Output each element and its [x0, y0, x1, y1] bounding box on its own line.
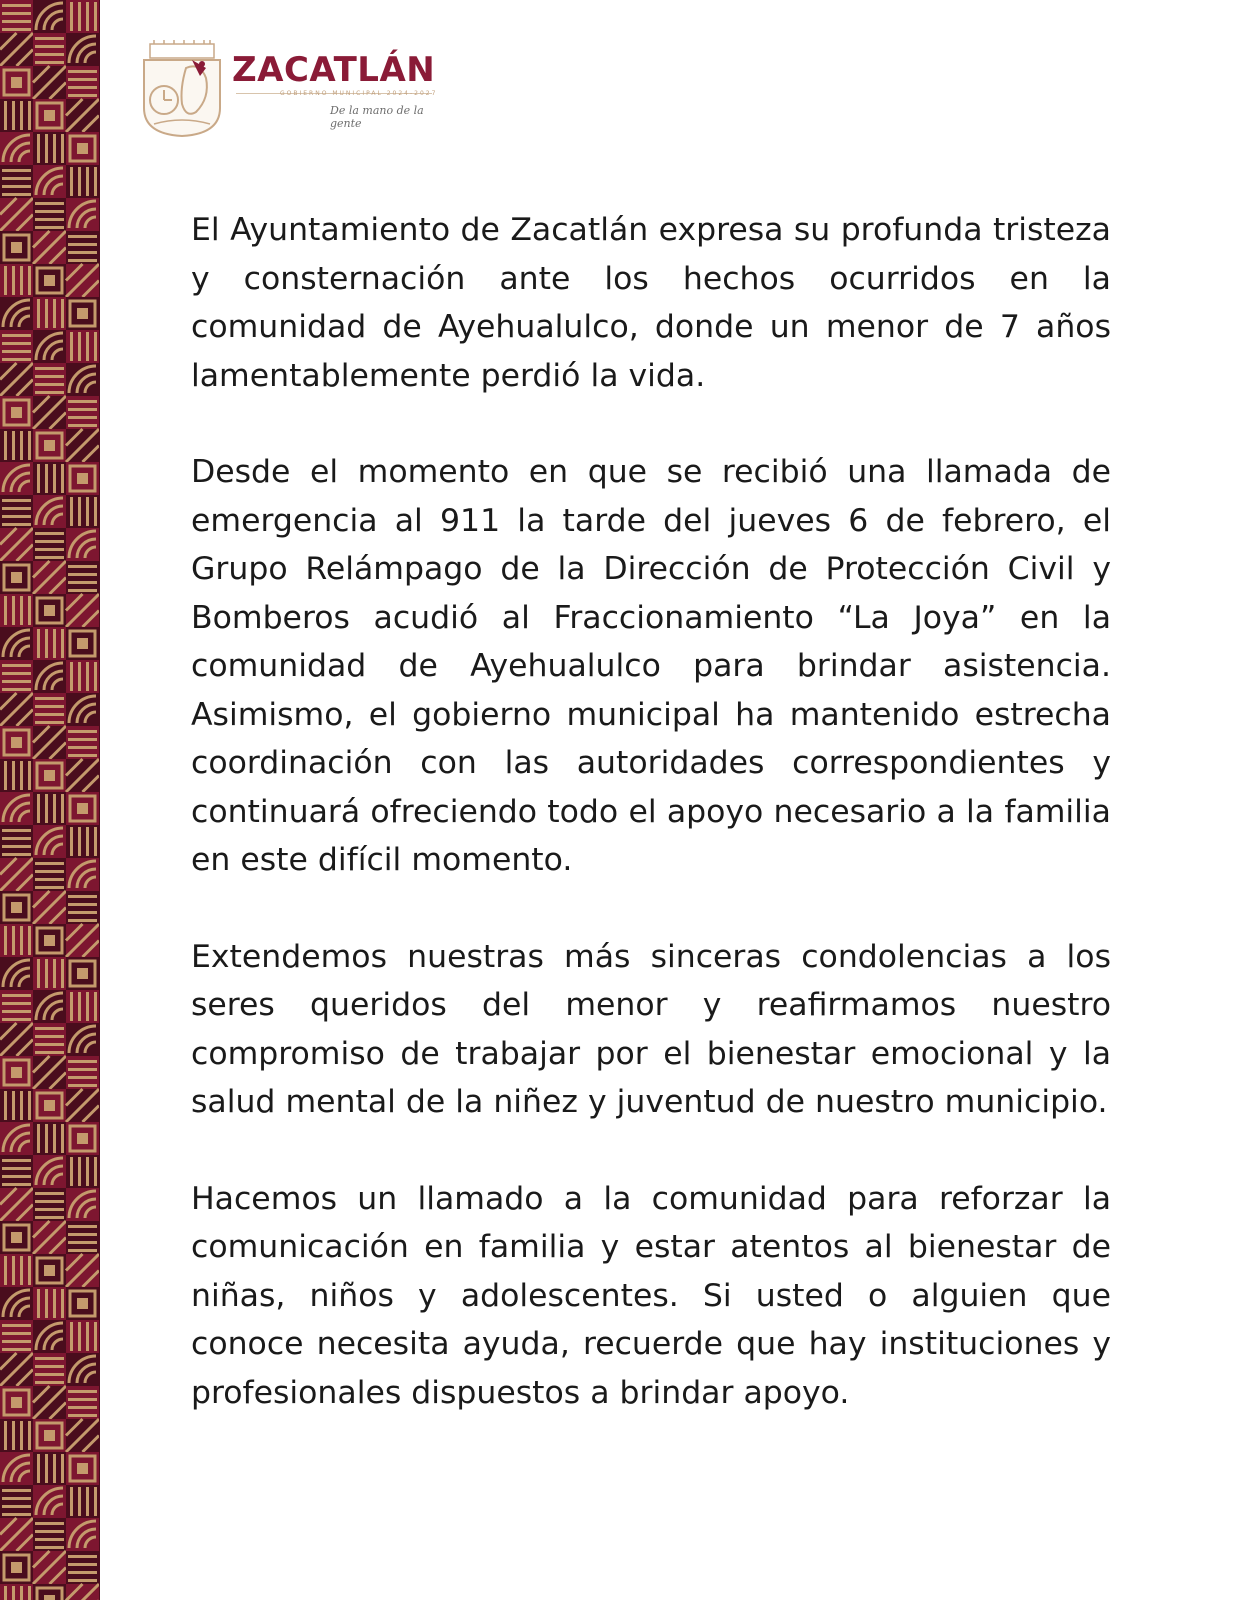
municipal-seal-icon — [140, 38, 224, 138]
statement-paragraph-1: El Ayuntamiento de Zacatlán expresa su profunda tristeza y consternación ante los hechos ocurridos en la comunidad de Ayehualulco, donde un menor de 7 años lamentablemente perdió la vida. — [191, 212, 1111, 394]
logo-motto: De la mano de la gente — [330, 104, 424, 130]
logo-subtitle: GOBIERNO MUNICIPAL 2024-2027 — [280, 90, 438, 97]
decorative-pattern-border — [0, 0, 100, 1600]
logo-wordmark: ZACATLÁN — [232, 50, 436, 90]
municipal-logo — [140, 38, 450, 140]
statement-paragraph-2: Desde el momento en que se recibió una llamada de emergencia al 911 la tarde del jueves 6 de febrero, el Grupo Relámpago de la Dirección de Protección Civil y Bomberos acudió al Fraccionamiento “La Joya” en la comunidad de Ayehualulco para brindar asistencia. Asimismo, el gobierno municipal ha mantenido estrecha coordinación con las autoridades correspondientes y continuará ofreciendo todo el apoyo necesario a la familia en este difícil momento. — [191, 454, 1111, 878]
statement-paragraph-3: Extendemos nuestras más sinceras condolencias a los seres queridos del menor y reafirmamos nuestro compromiso de trabajar por el bienestar emocional y la salud mental de la niñez y juventud de nuestro municipio. — [191, 938, 1111, 1120]
statement-paragraph-4: Hacemos un llamado a la comunidad para reforzar la comunicación en familia y estar atentos al bienestar de niñas, niños y adolescentes. Si usted o alguien que conoce necesita ayuda, recuerde que hay instituciones y profesionales dispuestos a brindar apoyo. — [191, 1180, 1111, 1411]
statement-body — [191, 206, 1111, 1465]
